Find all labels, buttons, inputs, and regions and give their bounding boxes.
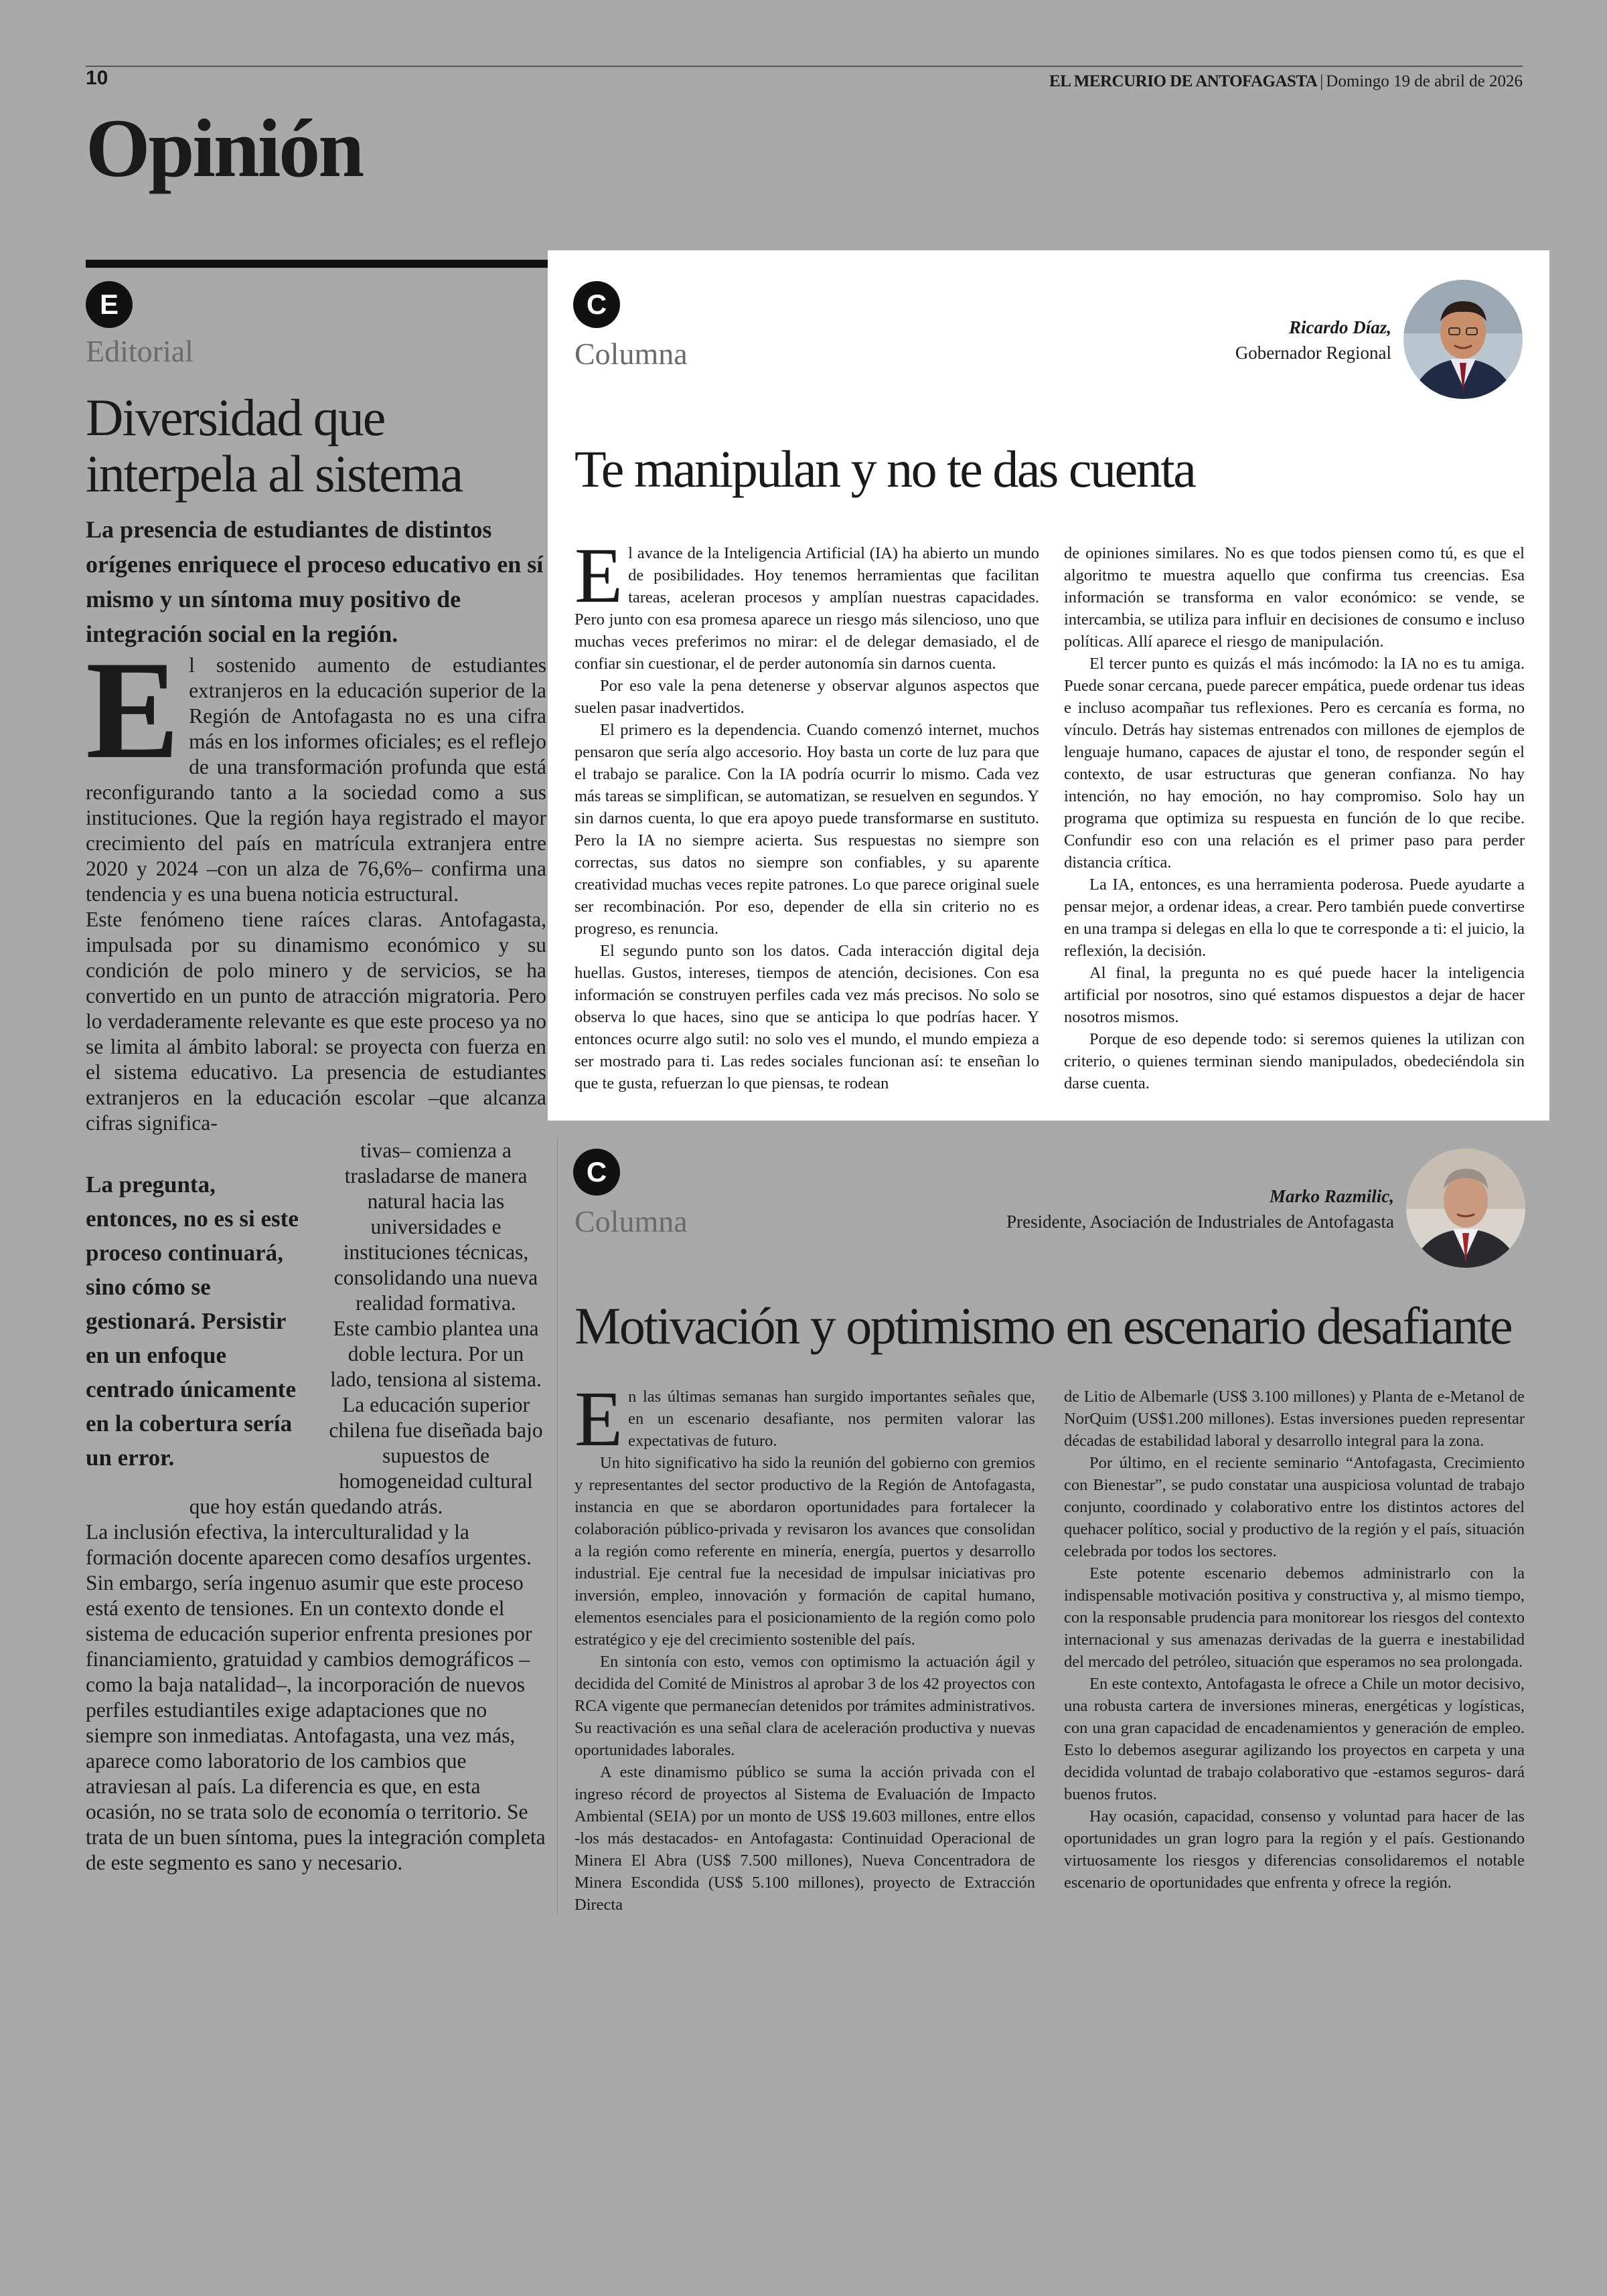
column1-paragraph: El segundo punto son los datos. Cada interacción digital deja huellas. Gustos, intereses, tiempos de atención, decisiones. Con esa información se construyen perfiles cada vez más precisos. No solo se observa lo que haces, sino que se anticipa lo que podrías hacer. Y entonces ocurre algo sutil: no solo ves el mundo, el mundo empieza a ser mostrado para ti. Las redes sociales funcionan así: te enseñan lo que te gusta, refuerzan lo que piensas, te rodean <box>575 942 1039 1092</box>
page-number: 10 <box>86 67 108 89</box>
column2-author-photo <box>1406 1149 1525 1268</box>
column1-paragraph: La IA, entonces, es una herramienta poderosa. Puede ayudarte a pensar mejor, a ordenar ideas, a crear. Pero también puede convertirse en una trampa si delegas en ella lo que te corresponde a ti: el juicio, la reflexión, la decisión. <box>1064 876 1525 960</box>
column2-paragraph: En este contexto, Antofagasta le ofrece a Chile un motor decisivo, una robusta cartera de inversiones mineras, energéticas y logísticas, con una gran capacidad de encadenamientos y generación de empleo. Esto lo debemos asegurar agilizando los proyectos en carpeta y una decidida voluntad de trabajo colaborativo que -estamos seguros- dará buenos frutos. <box>1064 1675 1525 1803</box>
editorial-paragraph: Sin embargo, sería ingenuo asumir que este proceso está exento de tensiones. En un contexto donde el sistema de educación superior enfrenta presiones por financiamiento, gratuidad y cambios demográficos –como la baja natalidad–, la incorporación de nuevos perfiles estudiantiles exige adaptaciones que no siempre son inmediatas. Antofagasta, una vez más, aparece como laboratorio de los cambios que atraviesan al país. La diferencia es que, en esta ocasión, no se trata solo de economía o territorio. Se trata de un buen síntoma, pues la integración completa de este segmento es sano y necesario. <box>86 1571 546 1874</box>
column1-author-photo <box>1403 280 1523 399</box>
column1-paragraph: El tercer punto es quizás el más incómodo: la IA no es tu amiga. Puede sonar cercana, puede parecer empática, puede ordenar tus ideas e incluso acompañar tus reflexiones. Pero es cercanía es forma, no vínculo. Detrás hay sistemas entrenados con millones de ejemplos de lenguaje humano, capaces de ajustar el tono, de responder según el contexto, de usar estructuras que generan confianza. No hay intención, no hay emoción, no hay compromiso. Solo hay un programa que optimiza su respuesta en función de lo que recibe. Confundir eso con una relación es el primer paso para perder distancia crítica. <box>1064 655 1525 872</box>
column2-paragraph: Este potente escenario debemos administrarlo con la indispensable motivación positiva y constructiva y, al mismo tiempo, con la responsable prudencia para monitorear los riesgos del contexto internacional y sus amenazas derivadas de la guerra e inestabilidad del mercado del petróleo, situación que esperamos no sea prolongada. <box>1064 1564 1525 1671</box>
column1-kind-label: Columna <box>575 337 688 371</box>
column1-paragraph: Por eso vale la pena detenerse y observar algunos aspectos que suelen pasar inadvertidos. <box>575 677 1039 717</box>
editorial-paragraph: La inclusión efectiva, la interculturalidad y la formación docente aparecen como desafíos urgentes. <box>86 1520 532 1569</box>
column1-paragraph: Porque de eso depende todo: si seremos quienes la utilizan con criterio, o quienes terminan siendo manipulados, obedeciéndola sin darse cuenta. <box>1064 1030 1525 1092</box>
column2-paragraph: A este dinamismo público se suma la acción privada con el ingreso récord de proyectos al Sistema de Evaluación de Impacto Ambiental (SEIA) por un monto de US$ 19.603 millones, entre ellos -los más destacados- en Antofagasta: Continuidad Operacional de Minera El Abra (US$ 7.500 millones), Nueva Concentradora de Minera Escondida (US$ 5.100 millones), proyecto de Extracción Directa <box>575 1763 1035 1914</box>
column2-paragraph: n las últimas semanas han surgido importantes señales que, en un escenario desafiante, nos permiten valorar las expectativas de futuro. <box>628 1388 1035 1450</box>
column1-paragraph: El primero es la dependencia. Cuando comenzó internet, muchos pensaron que sería algo accesorio. Hoy basta un corte de luz para que el trabajo se paralice. Con la IA podría ocurrir lo mismo. Cada vez más tareas se simplifican, se automatizan, se resuelven en segundos. Y sin darnos cuenta, lo que era apoyo puede transformarse en sustituto. Pero la IA no siempre acierta. Sus respuestas no siempre son correctas, sus datos no siempre son confiables, y su aparente creatividad muchas veces repite patrones. Lo que parece original suele ser recombinación. Por eso, depender de ella sin criterio no es progreso, es renuncia. <box>575 721 1039 938</box>
column2-badge: C <box>573 1149 620 1196</box>
editorial-paragraph: tivas– comienza a trasladarse de manera natural hacia las universidades e instituciones técnicas, consolidando una nueva realidad formativa. <box>333 1139 538 1315</box>
editorial-lead: La presencia de estudiantes de distintos orígenes enriquece el proceso educativo en sí mismo y un síntoma muy positivo de integración social en la región. <box>86 516 544 647</box>
column1-author: Ricardo Díaz, <box>1288 317 1391 337</box>
section-title: Opinión <box>86 102 363 194</box>
column1-text-left <box>575 531 1039 1094</box>
column2-author: Marko Razmilic, <box>1269 1186 1394 1206</box>
column2-dropcap: E <box>575 1375 623 1463</box>
column2-title: Motivación y optimismo en escenario desafiante <box>575 1297 1512 1355</box>
column2-paragraph: Hay ocasión, capacidad, consenso y voluntad para hacer de las oportunidades un gran logro para la región y el país. Gestionando virtuosamente los riesgos y diferencias consolidaremos el notable escenario de oportunidades que enfrenta y ofrece la región. <box>1064 1807 1525 1892</box>
column1-title: Te manipulan y no te das cuenta <box>575 440 1195 498</box>
column2-paragraph: de Litio de Albemarle (US$ 3.100 millones) y Planta de e-Metanol de NorQuim (US$1.200 millones). Estas inversiones pueden representar décadas de estabilidad laboral y desarrollo integral para la zona. <box>1064 1388 1525 1450</box>
column2-paragraph: Un hito significativo ha sido la reunión del gobierno con gremios y representantes del sector productivo de la Región de Antofagasta, instancia en que se abordaron oportunidades para fortalecer la colaboración público-privada y revisaron los avances que consolidan a la región como referente en minería, energía, puertos y desarrollo industrial. Eje central fue la necesidad de impulsar iniciativas pro inversión, empleo, innovación y formación de capital humano, elementos esenciales para el posicionamiento de la región como polo estratégico y eje del crecimiento sostenible del país. <box>575 1454 1035 1649</box>
column1-badge: C <box>573 281 620 328</box>
column2-text-right <box>1064 1386 1525 1894</box>
editorial-badge: E <box>86 281 133 328</box>
masthead-rule <box>86 66 1523 67</box>
column1-text-right <box>1064 542 1525 1094</box>
column1-author-role: Gobernador Regional <box>1235 343 1391 363</box>
column2-paragraph: Por último, en el reciente seminario “Antofagasta, Crecimiento con Bienestar”, se pudo constatar una auspiciosa voluntad de trabajo conjunto, coordinado y colaborativo entre los distintos actores del quehacer político, social y productivo de la región y el país, situación celebrada por todos los sectores. <box>1064 1454 1525 1560</box>
issue-date: Domingo 19 de abril de 2026 <box>1326 72 1523 90</box>
editorial-paragraph: Este cambio plantea una doble lectura. Por un lado, tensiona al sistema. La educación superior chilena fue diseñada bajo supuestos de homogeneidad cultural que hoy están quedando atrás. <box>189 1317 543 1518</box>
column2-text-left <box>575 1375 1035 1916</box>
column1-paragraph: l avance de la Inteligencia Artificial (IA) ha abierto un mundo de posibilidades. Hoy tenemos herramientas que facilitan tareas, aceleran procesos y amplían nuestras capacidades. Pero junto con esa promesa aparece un riesgo más silencioso, uno que muchas veces preferimos no mirar: el de delegar demasiado, el de confiar sin cuestionar, el de perder autonomía sin darnos cuenta. <box>575 544 1039 673</box>
editorial-kind-label: Editorial <box>86 334 194 368</box>
column2-kind-label: Columna <box>575 1204 688 1238</box>
paper-name: EL MERCURIO DE ANTOFAGASTA <box>1049 72 1318 90</box>
editorial-paragraph: l sostenido aumento de estudiantes extranjeros en la educación superior de la Región de Antofagasta no es una cifra más en los informes oficiales; es el reflejo de una transformación profunda que está reconfigurando tanto a la sociedad como a sus instituciones. Que la región haya registrado el mayor crecimiento del país en matrícula extranjera entre 2020 y 2024 –con un alza de 76,6%– confirma una tendencia y es una buena noticia estructural. <box>86 653 546 906</box>
editorial-body <box>86 633 546 1136</box>
column1-paragraph: de opiniones similares. No es que todos piensen como tú, es que el algoritmo te muestra aquello que confirma tus creencias. Esa información se transforma en valor económico: se vende, se intercambia, se utiliza para influir en decisiones de consumo e incluso políticas. Allí aparece el riesgo de manipulación. <box>1064 544 1525 651</box>
column-divider <box>557 1138 558 1914</box>
column2-author-role: Presidente, Asociación de Industriales de Antofagasta <box>1006 1212 1394 1232</box>
column2-paragraph: En sintonía con esto, vemos con optimismo la actuación ágil y decidida del Comité de Ministros al aprobar 3 de los 42 proyectos con RCA vigente que permanecían detenidos por trámites administrativos. Su reactivación es una señal clara de aceleración productiva y nuevas oportunidades laborales. <box>575 1653 1035 1759</box>
column1-dropcap: E <box>575 531 623 619</box>
editorial-paragraph: Este fenómeno tiene raíces claras. Antofagasta, impulsada por su dinamismo económico y su condición de polo minero y de servicios, se ha convertido en un punto de atracción migratoria. Pero lo verdaderamente relevante es que este proceso ya no se limita al ámbito laboral: se proyecta con fuerza en el sistema educativo. La presencia de estudiantes extranjeros en la educación escolar –que alcanza cifras significa- <box>86 908 546 1135</box>
paper-info: EL MERCURIO DE ANTOFAGASTA | Domingo 19 de abril de 2026 <box>1049 72 1523 90</box>
editorial-dropcap: E <box>86 633 180 788</box>
editorial-title: Diversidad que interpela al sistema <box>86 388 463 503</box>
column1-paragraph: Al final, la pregunta no es qué puede hacer la inteligencia artificial por nosotros, sino qué estamos dispuestos a dejar de hacer nosotros mismos. <box>1064 964 1525 1026</box>
editorial-continued <box>86 1138 546 1876</box>
editorial-pullquote: La pregunta, entonces, no es si este proceso continuará, sino cómo se gestionará. Persistir en un enfoque centrado únicamente en la cobertura sería un error. <box>86 1171 299 1471</box>
